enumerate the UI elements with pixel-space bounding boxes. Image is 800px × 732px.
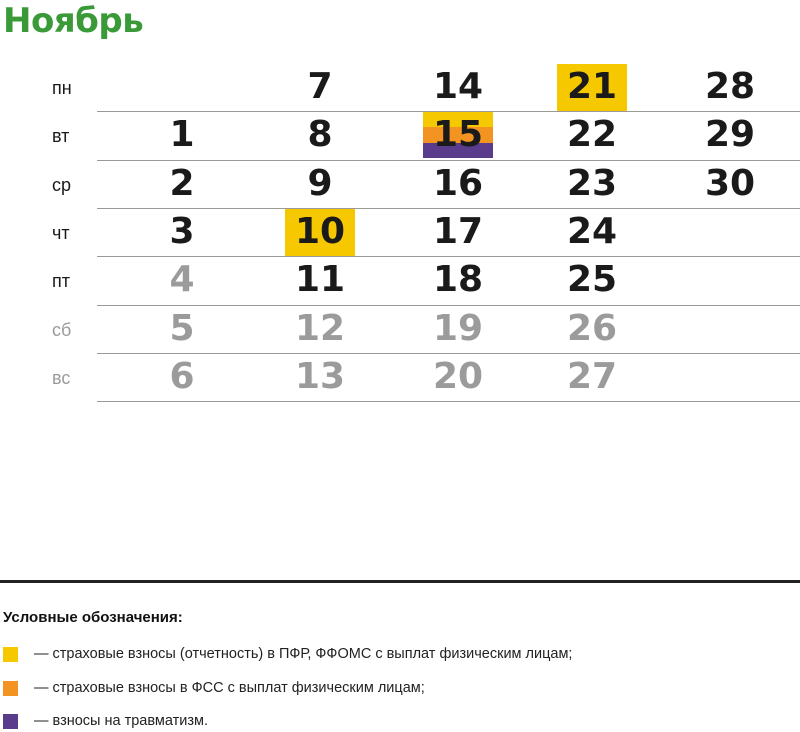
- day-cell: [423, 112, 493, 158]
- day-cell: [147, 112, 217, 158]
- weekday-label: вс: [52, 368, 71, 388]
- day-number: 1: [169, 114, 195, 155]
- day-number: 25: [566, 259, 618, 300]
- day-number: 18: [432, 259, 484, 300]
- day-cell: [557, 257, 627, 303]
- day-number: 17: [432, 211, 484, 252]
- legend-divider: [0, 580, 800, 583]
- day-cell: [695, 64, 765, 110]
- weekday-label: пт: [52, 271, 70, 291]
- weekday-label: вт: [52, 126, 70, 146]
- day-cell: [557, 354, 627, 400]
- day-number: 28: [704, 66, 756, 107]
- day-cell: [423, 209, 493, 255]
- day-number: 30: [704, 163, 756, 204]
- day-cell: [557, 161, 627, 207]
- day-number: 10: [294, 211, 346, 252]
- day-cell: [423, 306, 493, 352]
- legend-title: Условные обозначения:: [3, 609, 183, 626]
- day-cell: [147, 354, 217, 400]
- day-number: 20: [432, 356, 484, 397]
- day-cell: [557, 306, 627, 352]
- day-number: 24: [566, 211, 618, 252]
- day-number: 5: [169, 308, 195, 349]
- day-number: 19: [432, 308, 484, 349]
- row-divider: [97, 401, 800, 402]
- weekday-label: ср: [52, 175, 72, 195]
- day-cell: [285, 161, 355, 207]
- day-cell: [285, 354, 355, 400]
- day-cell: [423, 257, 493, 303]
- day-number: 16: [432, 163, 484, 204]
- day-cell: [557, 64, 627, 110]
- legend-swatch: [3, 714, 18, 729]
- day-cell: [147, 209, 217, 255]
- day-number: 29: [704, 114, 756, 155]
- day-cell: [285, 64, 355, 110]
- weekday-label: пн: [52, 78, 72, 98]
- day-cell: [423, 64, 493, 110]
- day-number: 21: [566, 66, 618, 107]
- legend-text: — страховые взносы в ФСС с выплат физическим лицам;: [34, 680, 425, 696]
- day-cell: [423, 161, 493, 207]
- day-number: 9: [307, 163, 333, 204]
- day-cell: [147, 161, 217, 207]
- legend-swatch: [3, 647, 18, 662]
- day-cell: [695, 112, 765, 158]
- day-number: 26: [566, 308, 618, 349]
- day-cell: [147, 257, 217, 303]
- day-number: 23: [566, 163, 618, 204]
- day-number: 12: [294, 308, 346, 349]
- day-cell: [285, 257, 355, 303]
- day-number: 11: [294, 259, 346, 300]
- legend-text: — взносы на травматизм.: [34, 713, 208, 729]
- day-number: 8: [307, 114, 333, 155]
- day-number: 6: [169, 356, 195, 397]
- day-number: 7: [307, 66, 333, 107]
- day-number: 13: [294, 356, 346, 397]
- day-cell: [695, 161, 765, 207]
- day-cell: [557, 112, 627, 158]
- day-cell: [285, 209, 355, 255]
- day-number: 3: [169, 211, 195, 252]
- day-number: 4: [169, 259, 195, 300]
- weekday-label: сб: [52, 320, 72, 340]
- day-number: 14: [432, 66, 484, 107]
- day-number: 27: [566, 356, 618, 397]
- day-cell: [285, 112, 355, 158]
- day-number: 22: [566, 114, 618, 155]
- weekday-label: чт: [52, 223, 70, 243]
- day-cell: [285, 306, 355, 352]
- legend-swatch: [3, 681, 18, 696]
- legend-text: — страховые взносы (отчетность) в ПФР, ФФОМС с выплат физическим лицам;: [34, 646, 573, 662]
- day-cell: [557, 209, 627, 255]
- day-cell: [147, 306, 217, 352]
- day-number: 2: [169, 163, 195, 204]
- month-title: Ноябрь: [3, 1, 144, 41]
- day-cell: [423, 354, 493, 400]
- day-number: 15: [432, 114, 484, 155]
